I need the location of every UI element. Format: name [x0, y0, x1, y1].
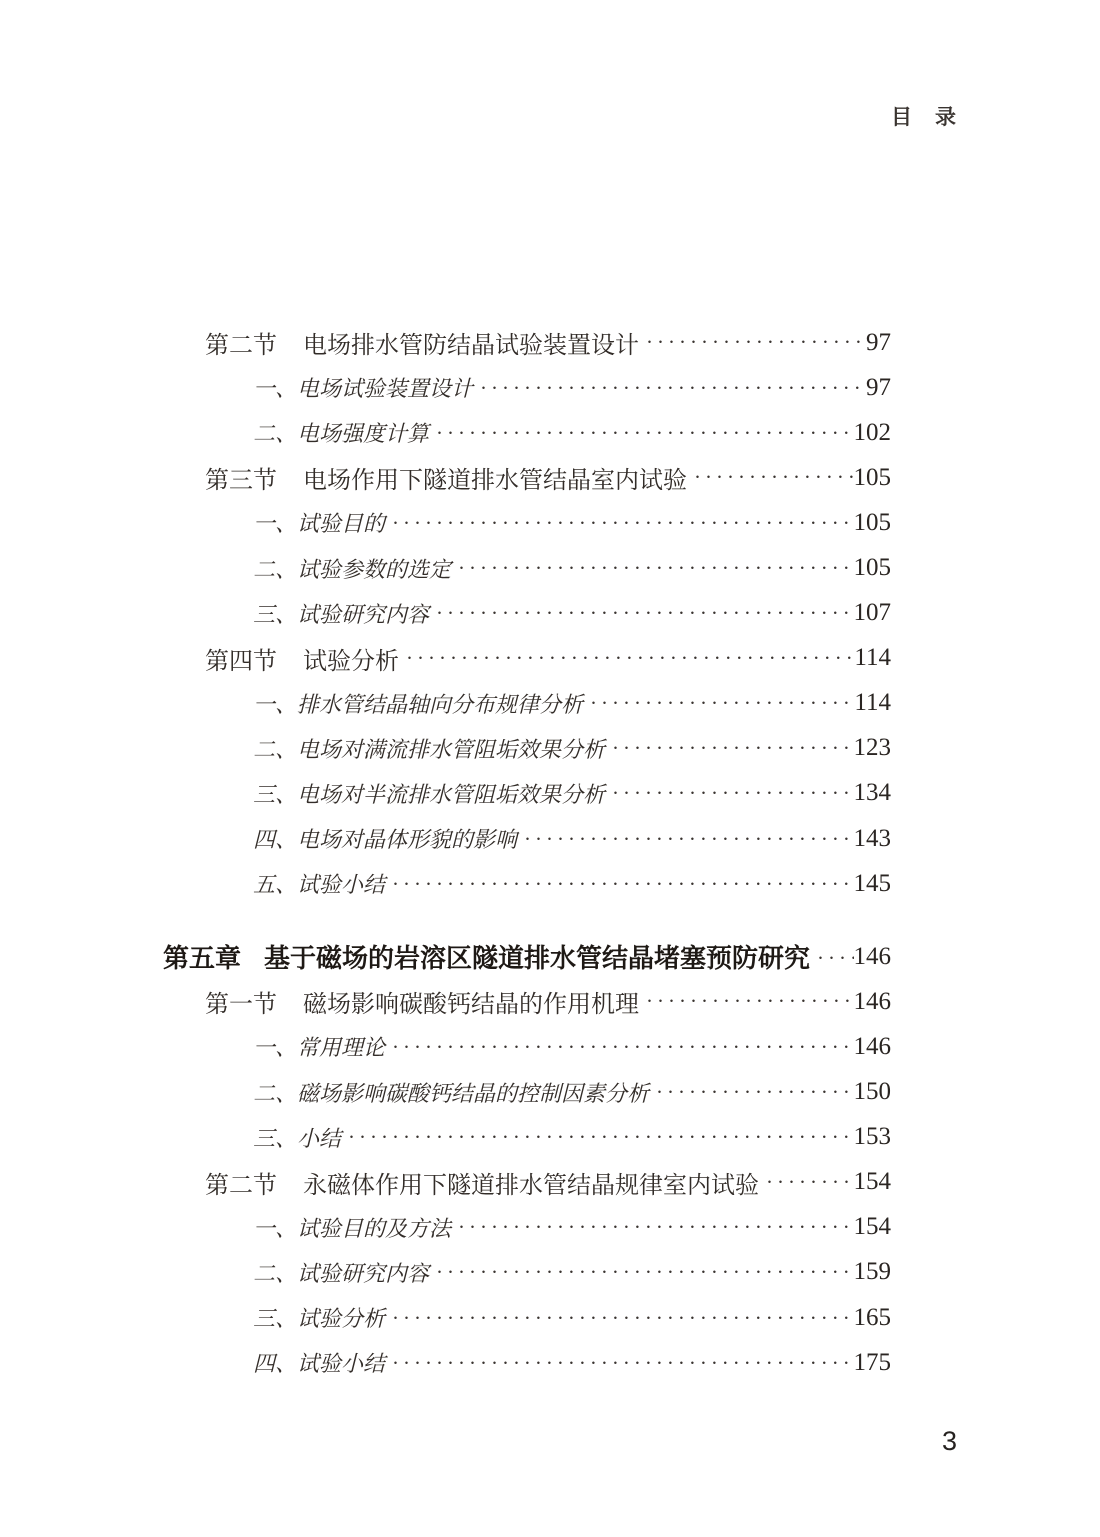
toc-entry-page: 165	[853, 1303, 891, 1331]
toc-entry	[253, 500, 891, 545]
toc-entry-title: 一、排水管结晶轴向分布规律分析	[253, 691, 584, 717]
toc-entry	[253, 591, 891, 636]
dot-leader-icon	[817, 941, 853, 972]
toc-entry	[253, 1115, 891, 1160]
page-number: 3	[941, 1426, 957, 1456]
toc-entry-title: 三、试验分析	[253, 1306, 386, 1332]
toc-entry	[205, 636, 891, 681]
toc-entry-title: 一、试验目的	[253, 511, 386, 537]
toc-entry	[253, 1070, 891, 1115]
toc-entry-number: 第五章	[163, 943, 242, 974]
toc-entry-page: 143	[853, 824, 891, 852]
dot-leader-icon	[646, 988, 854, 1015]
toc-entry-title: 磁场影响碳酸钙结晶的作用机理	[303, 992, 639, 1019]
dot-leader-icon	[436, 420, 853, 446]
toc-entry	[205, 1160, 891, 1205]
toc-entry-page: 145	[853, 869, 891, 897]
toc-entry	[253, 1340, 891, 1385]
toc-entry	[253, 1024, 891, 1069]
toc-entry-title: 四、试验小结	[253, 1351, 386, 1377]
toc-entry	[253, 861, 891, 906]
toc-entry-title: 电场排水管防结晶试验装置设计	[303, 333, 639, 360]
toc-entry-page: 114	[854, 644, 891, 672]
toc-entry-page: 154	[853, 1213, 891, 1241]
toc-entry-page: 105	[853, 463, 891, 491]
toc-entry-number: 第二节	[205, 1172, 277, 1199]
dot-leader-icon	[406, 645, 854, 672]
toc-entry-title: 基于磁场的岩溶区隧道排水管结晶堵塞预防研究	[264, 943, 811, 974]
toc-entry-page: 134	[853, 779, 891, 807]
toc-entry-title: 二、磁场影响碳酸钙结晶的控制因素分析	[253, 1080, 650, 1106]
toc-entry	[205, 320, 891, 365]
dot-leader-icon	[694, 464, 854, 491]
toc-entry-page: 105	[853, 554, 891, 582]
toc-entry-number: 第二节	[205, 333, 277, 360]
page-title: 目 录	[891, 106, 957, 129]
toc-entry-page: 146	[853, 1032, 891, 1060]
toc-entry-page: 175	[853, 1348, 891, 1376]
toc-entry	[253, 1205, 891, 1250]
toc-entry-title: 一、电场试验装置设计	[253, 376, 474, 402]
dot-leader-icon	[766, 1169, 854, 1196]
toc-entry-page: 123	[853, 734, 891, 762]
dot-leader-icon	[612, 780, 853, 806]
dot-leader-icon	[392, 1350, 853, 1376]
toc-entry-title: 二、试验参数的选定	[253, 556, 452, 582]
toc-entry	[253, 681, 891, 726]
toc-entry	[253, 545, 891, 590]
dot-leader-icon	[436, 600, 853, 626]
toc-entry	[205, 455, 891, 500]
dot-leader-icon	[392, 871, 853, 897]
toc-entry	[253, 1250, 891, 1295]
toc-entry	[253, 365, 891, 410]
toc-entry-page: 97	[866, 373, 891, 401]
toc-entry-page: 105	[853, 508, 891, 536]
dot-leader-icon	[436, 1259, 853, 1285]
toc-entry-title: 试验分析	[303, 648, 399, 675]
toc-entry-title: 二、试验研究内容	[253, 1260, 430, 1286]
dot-leader-icon	[590, 690, 854, 716]
toc-entry-page: 146	[853, 987, 891, 1015]
toc-entry-title: 一、试验目的及方法	[253, 1215, 452, 1241]
toc-entry-page: 153	[853, 1123, 891, 1151]
dot-leader-icon	[458, 555, 853, 581]
dot-leader-icon	[646, 329, 866, 356]
toc-entry	[163, 934, 891, 979]
toc-entry-title: 三、试验研究内容	[253, 601, 430, 627]
toc-entry-page: 107	[853, 599, 891, 627]
toc-entry-page: 146	[853, 942, 891, 970]
toc-entry	[253, 816, 891, 861]
toc-entry-page: 150	[853, 1078, 891, 1106]
toc-entry-title: 一、常用理论	[253, 1035, 386, 1061]
toc-entry-title: 五、试验小结	[253, 872, 386, 898]
toc-entry	[253, 726, 891, 771]
toc-entry	[253, 1295, 891, 1340]
toc-list	[163, 320, 891, 1385]
dot-leader-icon	[480, 375, 866, 401]
dot-leader-icon	[458, 1214, 853, 1240]
toc-entry-number: 第一节	[205, 992, 277, 1019]
dot-leader-icon	[348, 1124, 853, 1150]
toc-entry	[253, 771, 891, 816]
toc-entry-title: 四、电场对晶体形貌的影响	[253, 827, 518, 853]
toc-entry-title: 电场作用下隧道排水管结晶室内试验	[303, 468, 687, 495]
dot-leader-icon	[656, 1079, 853, 1105]
dot-leader-icon	[612, 735, 853, 761]
toc-entry-page: 159	[853, 1258, 891, 1286]
toc-entry-title: 三、电场对半流排水管阻垢效果分析	[253, 781, 606, 807]
dot-leader-icon	[392, 1034, 853, 1060]
toc-entry-title: 永磁体作用下隧道排水管结晶规律室内试验	[303, 1172, 759, 1199]
toc-entry-page: 114	[854, 689, 891, 717]
dot-leader-icon	[524, 826, 853, 852]
toc-entry-page: 154	[853, 1168, 891, 1196]
toc-entry-title: 三、小结	[253, 1125, 342, 1151]
toc-entry	[253, 410, 891, 455]
toc-entry-page: 97	[866, 328, 891, 356]
toc-entry-number: 第三节	[205, 468, 277, 495]
toc-entry-number: 第四节	[205, 648, 277, 675]
toc-entry-title: 二、电场强度计算	[253, 421, 430, 447]
toc-entry	[205, 979, 891, 1024]
dot-leader-icon	[392, 510, 853, 536]
dot-leader-icon	[392, 1305, 853, 1331]
toc-entry-title: 二、电场对满流排水管阻垢效果分析	[253, 736, 606, 762]
toc-entry-page: 102	[853, 418, 891, 446]
